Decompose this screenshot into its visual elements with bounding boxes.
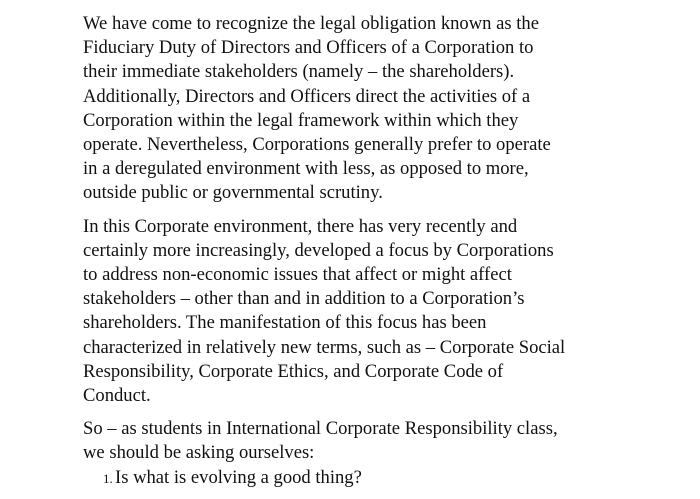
document-page [83, 12, 628, 490]
paragraph-corporate-environment: In this Corporate environment, there has very recently and certainly more increasingly, developed a focus by Corporations to address non-economic issues that affect or might affect stakeholders – other than and in addition to a Corporation’s shareholders. The manifestation of this focus has been characterized in relatively new terms, such as – Corporate Social Responsibility, Corporate Ethics, and Corporate Code of Conduct. [83, 215, 566, 407]
list-item [83, 466, 628, 490]
list-item-number: 1. [103, 470, 113, 486]
paragraph-fiduciary-duty: We have come to recognize the legal obligation known as the Fiduciary Duty of Directors and Officers of a Corporation to their immediate stakeholders (namely – the shareholders). Additionally, Directors and Officers direct the activities of a Corporation within the legal framework within which they operate. Nevertheless, Corporations generally prefer to operate in a deregulated environment with less, as opposed to more, outside public or governmental scrutiny. [83, 13, 551, 204]
question-list [83, 466, 628, 490]
list-item-text: Is what is evolving a good thing? [115, 466, 362, 488]
paragraph-students-question: So – as students in International Corporate Responsibility class, we should be asking ourselves: [83, 418, 558, 464]
